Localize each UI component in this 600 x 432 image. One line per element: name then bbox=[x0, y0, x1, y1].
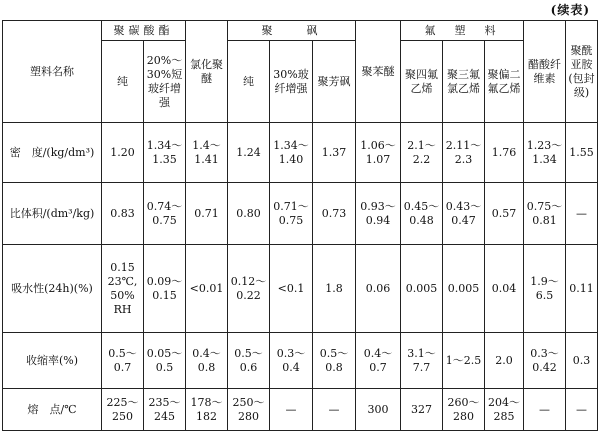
col-pvdf: 聚偏二氟乙烯 bbox=[485, 41, 524, 123]
table-cell: — bbox=[566, 183, 598, 245]
table-cell: 300 bbox=[356, 389, 401, 431]
col-ptfe: 聚四氟乙烯 bbox=[401, 41, 443, 123]
table-cell: 1.9～6.5 bbox=[524, 245, 566, 333]
table-cell: — bbox=[270, 389, 313, 431]
table-cell: 1.37 bbox=[313, 123, 356, 183]
table-cell: 178～182 bbox=[186, 389, 228, 431]
table-cell: 2.0 bbox=[485, 333, 524, 389]
col-polyphenylene-ether: 聚苯醚 bbox=[356, 21, 401, 123]
table-cell: <0.01 bbox=[186, 245, 228, 333]
group-fluoroplastic: 氟 塑 料 bbox=[401, 21, 524, 41]
table-cell: 0.09～0.15 bbox=[144, 245, 186, 333]
table-cell: 0.73 bbox=[313, 183, 356, 245]
table-cell: 0.5～0.6 bbox=[228, 333, 270, 389]
table-cell: 0.74～0.75 bbox=[144, 183, 186, 245]
col-chlorinated-polyether: 氯化聚醚 bbox=[186, 21, 228, 123]
col-pc-pure: 纯 bbox=[102, 41, 144, 123]
table-cell: 1.06～1.07 bbox=[356, 123, 401, 183]
table-cell: — bbox=[566, 389, 598, 431]
table-cell: <0.1 bbox=[270, 245, 313, 333]
table-cell: — bbox=[313, 389, 356, 431]
group-polysulfone: 聚 砜 bbox=[228, 21, 356, 41]
table-cell: 0.83 bbox=[102, 183, 144, 245]
table-cell: 0.80 bbox=[228, 183, 270, 245]
row-label: 收缩率(%) bbox=[3, 333, 102, 389]
row-specific-volume bbox=[3, 183, 598, 245]
table-cell: 327 bbox=[401, 389, 443, 431]
group-polycarbonate: 聚碳酸酯 bbox=[102, 21, 186, 41]
table-cell: 0.11 bbox=[566, 245, 598, 333]
row-label: 密 度/(kg/dm³) bbox=[3, 123, 102, 183]
row-label: 熔 点/℃ bbox=[3, 389, 102, 431]
table-cell: 0.71～0.75 bbox=[270, 183, 313, 245]
row-label: 比体积/(dm³/kg) bbox=[3, 183, 102, 245]
table-cell: 1.4～1.41 bbox=[186, 123, 228, 183]
table-cell: 1～2.5 bbox=[443, 333, 485, 389]
row-melting-point bbox=[3, 389, 598, 431]
col-polyarylsulfone: 聚芳砜 bbox=[313, 41, 356, 123]
col-psu-glass-fiber: 30%玻纤增强 bbox=[270, 41, 313, 123]
table-cell: 0.5～0.8 bbox=[313, 333, 356, 389]
corner-label: 塑料名称 bbox=[3, 21, 102, 123]
row-label: 吸水性(24h)(%) bbox=[3, 245, 102, 333]
table-cell: 0.005 bbox=[401, 245, 443, 333]
table-cell: 1.34～1.40 bbox=[270, 123, 313, 183]
table-cell: 1.23～1.34 bbox=[524, 123, 566, 183]
table-cell: 0.93～0.94 bbox=[356, 183, 401, 245]
col-psu-pure: 纯 bbox=[228, 41, 270, 123]
table-cell: 0.05～0.5 bbox=[144, 333, 186, 389]
table-cell: 0.75～0.81 bbox=[524, 183, 566, 245]
table-cell: 1.76 bbox=[485, 123, 524, 183]
table-cell: 1.24 bbox=[228, 123, 270, 183]
table-cell: 0.4～0.8 bbox=[186, 333, 228, 389]
header-row-groups bbox=[3, 21, 598, 41]
row-water-absorption bbox=[3, 245, 598, 333]
table-cell: 260～280 bbox=[443, 389, 485, 431]
col-polyimide-sealed: 聚酰亚胺(包封级) bbox=[566, 21, 598, 123]
table-cell: 1.55 bbox=[566, 123, 598, 183]
table-cell: 2.1～2.2 bbox=[401, 123, 443, 183]
col-pc-glass-fiber: 20%～30%短玻纤增强 bbox=[144, 41, 186, 123]
table-cell: 0.3～0.4 bbox=[270, 333, 313, 389]
table-cell: 235～245 bbox=[144, 389, 186, 431]
table-cell: 3.1～7.7 bbox=[401, 333, 443, 389]
table-cell: 1.20 bbox=[102, 123, 144, 183]
table-cell: 2.11～2.3 bbox=[443, 123, 485, 183]
table-cell: 0.12～0.22 bbox=[228, 245, 270, 333]
table-cell: 0.43～0.47 bbox=[443, 183, 485, 245]
table-body bbox=[3, 123, 598, 431]
table-cell: — bbox=[524, 389, 566, 431]
plastics-properties-table bbox=[2, 20, 598, 431]
table-cell: 0.4～0.7 bbox=[356, 333, 401, 389]
table-cell: 0.15 23℃, 50% RH bbox=[102, 245, 144, 333]
table-cell: 0.3 bbox=[566, 333, 598, 389]
col-pctfe: 聚三氟氯乙烯 bbox=[443, 41, 485, 123]
table-cell: 0.45～0.48 bbox=[401, 183, 443, 245]
table-cell: 204～285 bbox=[485, 389, 524, 431]
table-cell: 250～280 bbox=[228, 389, 270, 431]
row-density bbox=[3, 123, 598, 183]
table-cell: 225～250 bbox=[102, 389, 144, 431]
table-caption: (续表) bbox=[550, 3, 590, 17]
table-cell: 0.005 bbox=[443, 245, 485, 333]
table-cell: 0.06 bbox=[356, 245, 401, 333]
table-cell: 0.71 bbox=[186, 183, 228, 245]
table-cell: 0.04 bbox=[485, 245, 524, 333]
table-cell: 0.5～0.7 bbox=[102, 333, 144, 389]
col-cellulose-acetate: 醋酸纤维素 bbox=[524, 21, 566, 123]
table-cell: 1.8 bbox=[313, 245, 356, 333]
row-shrinkage bbox=[3, 333, 598, 389]
table-cell: 0.3～0.42 bbox=[524, 333, 566, 389]
table-cell: 1.34～1.35 bbox=[144, 123, 186, 183]
table-cell: 0.57 bbox=[485, 183, 524, 245]
